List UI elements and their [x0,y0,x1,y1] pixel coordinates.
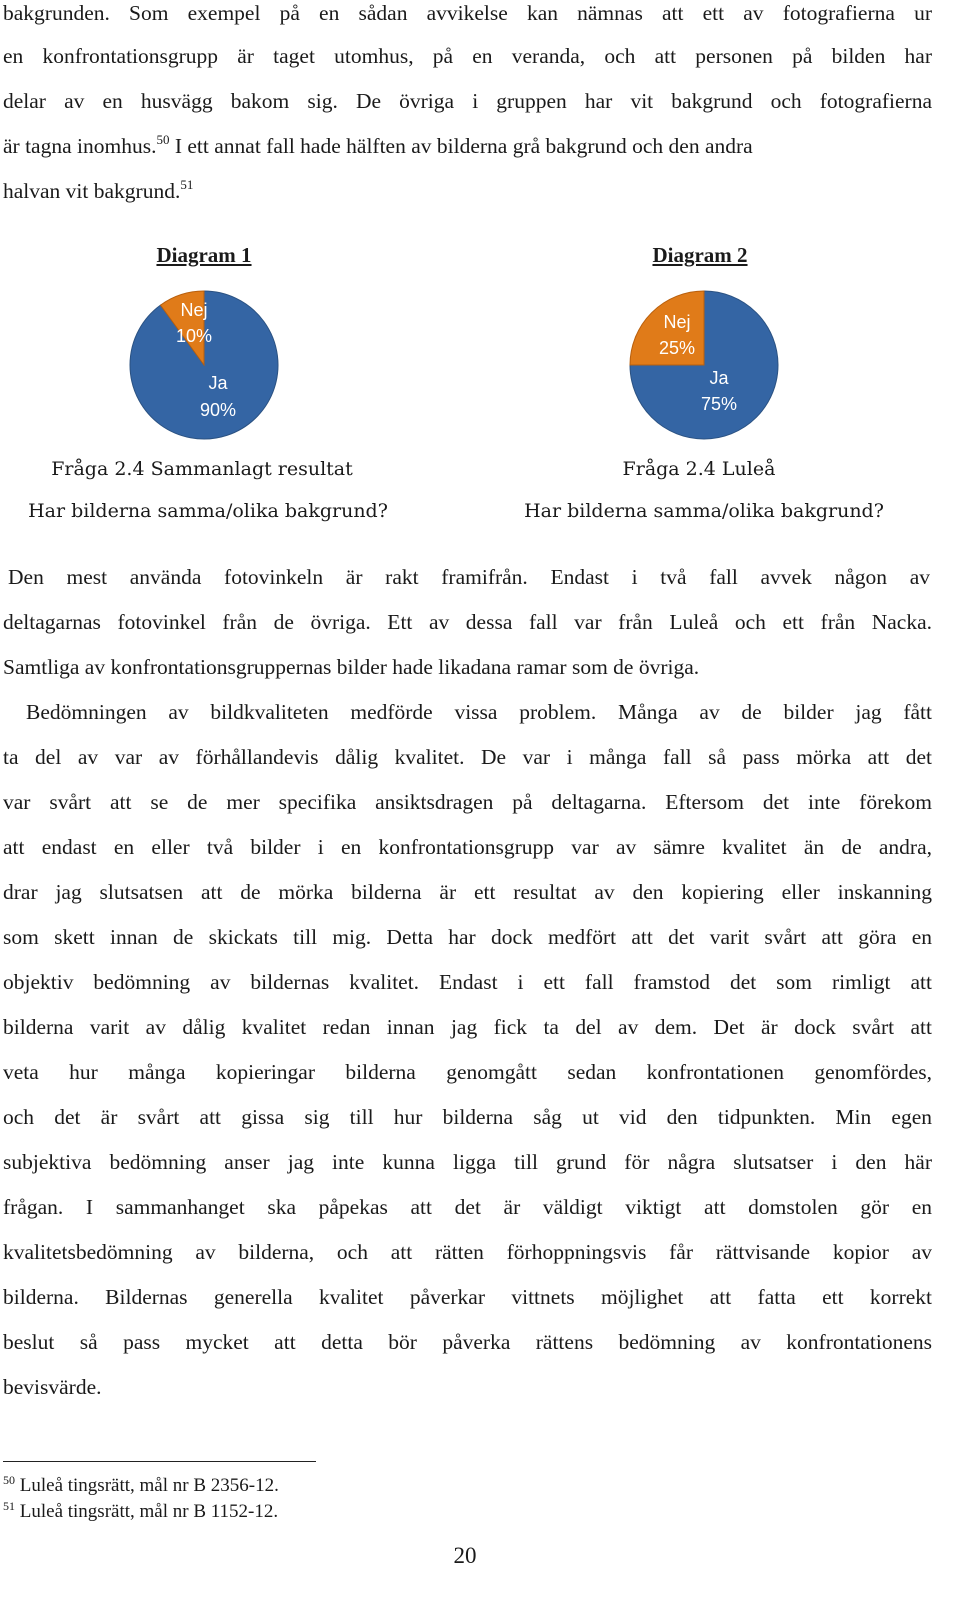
pie-chart-2 [620,290,790,440]
pie-1-label-nej: Nej [180,300,208,320]
footnote-text: Luleå tingsrätt, mål nr B 2356-12. [15,1475,279,1496]
pie-1-label-ja: Ja [208,373,228,393]
pie-1-value-nej: 10% [175,326,213,346]
paragraph-line: bilderna varit av dålig kvalitet redan innan jag fick ta del av dem. Det är dock svårt att [3,1015,932,1039]
diagram-2-title: Diagram 2 [652,243,748,267]
paragraph-line: som skett innan de skickats till mig. Detta har dock medfört att det varit svårt att göra en [3,925,932,949]
paragraph-line: objektiv bedömning av bildernas kvalitet. Endast i ett fall framstod det som rimligt att [3,970,932,994]
paragraph-line: drar jag slutsatsen att de mörka bilderna är ett resultat av den kopiering eller inskanning [3,880,932,904]
pie-2-label-nej: Nej [663,312,691,332]
paragraph-line [3,131,932,161]
paragraph-line: subjektiva bedömning anser jag inte kunna ligga till grund för några slutsatser i den här [3,1150,932,1174]
paragraph-line [3,176,932,206]
paragraph-line: kvalitetsbedömning av bilderna, och att rätten förhoppningsvis får rättvisande kopior av [3,1240,932,1264]
pie-2-value-nej: 25% [658,338,696,358]
footnote-51 [3,1500,278,1524]
text-run: I ett annat fall hade hälften av bilderna grå bakgrund och den andra [169,134,753,158]
pie-2-value-ja: 75% [700,394,738,414]
paragraph-line: beslut så pass mycket att detta bör påverka rättens bedömning av konfrontationens [3,1330,932,1354]
footnote-number: 51 [3,1499,15,1513]
footnote-50 [3,1474,279,1498]
footnote-number: 50 [3,1473,15,1487]
paragraph-line: veta hur många kopieringar bilderna genomgått sedan konfrontationen genomfördes, [3,1060,932,1084]
page-number: 20 [453,1543,477,1568]
paragraph-line: att endast en eller två bilder i en konfrontationsgrupp var av sämre kvalitet än de andra, [3,835,932,859]
paragraph-line: och det är svårt att gissa sig till hur bilderna såg ut vid den tidpunkten. Min egen [3,1105,932,1129]
paragraph-line: Samtliga av konfrontationsgruppernas bilder hade likadana ramar som de övriga. [3,655,700,679]
pie-2-label-ja: Ja [709,368,729,388]
paragraph-line: bevisvärde. [3,1375,102,1399]
paragraph-line: en konfrontationsgrupp är taget utomhus, på en veranda, och att personen på bilden har [3,44,932,68]
diagram-2-caption: Fråga 2.4 Luleå [622,458,776,480]
paragraph-line: frågan. I sammanhanget ska påpekas att det är väldigt viktigt att domstolen gör en [3,1195,932,1219]
diagram-1-question: Har bilderna samma/olika bakgrund? [28,500,388,522]
pie-1-value-ja: 90% [199,400,237,420]
text-run: halvan vit bakgrund. [3,179,181,203]
paragraph-line: Bedömningen av bildkvaliteten medförde vissa problem. Många av de bilder jag fått [26,700,932,724]
footnote-text: Luleå tingsrätt, mål nr B 1152-12. [15,1501,279,1522]
paragraph-line: bilderna. Bildernas generella kvalitet påverkar vittnets möjlighet att fatta ett korrekt [3,1285,932,1309]
paragraph-line: bakgrunden. Som exempel på en sådan avvikelse kan nämnas att ett av fotografierna ur [3,1,932,25]
text-run: är tagna inomhus. [3,134,157,158]
pie-chart-1 [118,290,288,440]
footnote-ref: 50 [156,132,170,147]
diagram-1-caption: Fråga 2.4 Sammanlagt resultat [51,458,353,480]
footnote-ref: 51 [180,177,194,192]
footnote-separator [3,1461,316,1462]
paragraph-line: ta del av var av förhållandevis dålig kvalitet. De var i många fall så pass mörka att det [3,745,932,769]
paragraph-line: Den mest använda fotovinkeln är rakt framifrån. Endast i två fall avvek någon av [8,565,930,589]
pie-2-slices [630,291,778,439]
diagram-1-title: Diagram 1 [156,243,252,267]
paragraph-line: delar av en husvägg bakom sig. De övriga i gruppen har vit bakgrund och fotografierna [3,89,932,113]
diagram-2-question: Har bilderna samma/olika bakgrund? [524,500,884,522]
paragraph-line: var svårt att se de mer specifika ansiktsdragen på deltagarna. Eftersom det inte förekom [3,790,932,814]
paragraph-line: deltagarnas fotovinkel från de övriga. Ett av dessa fall var från Luleå och ett från Nacka. [3,610,932,634]
